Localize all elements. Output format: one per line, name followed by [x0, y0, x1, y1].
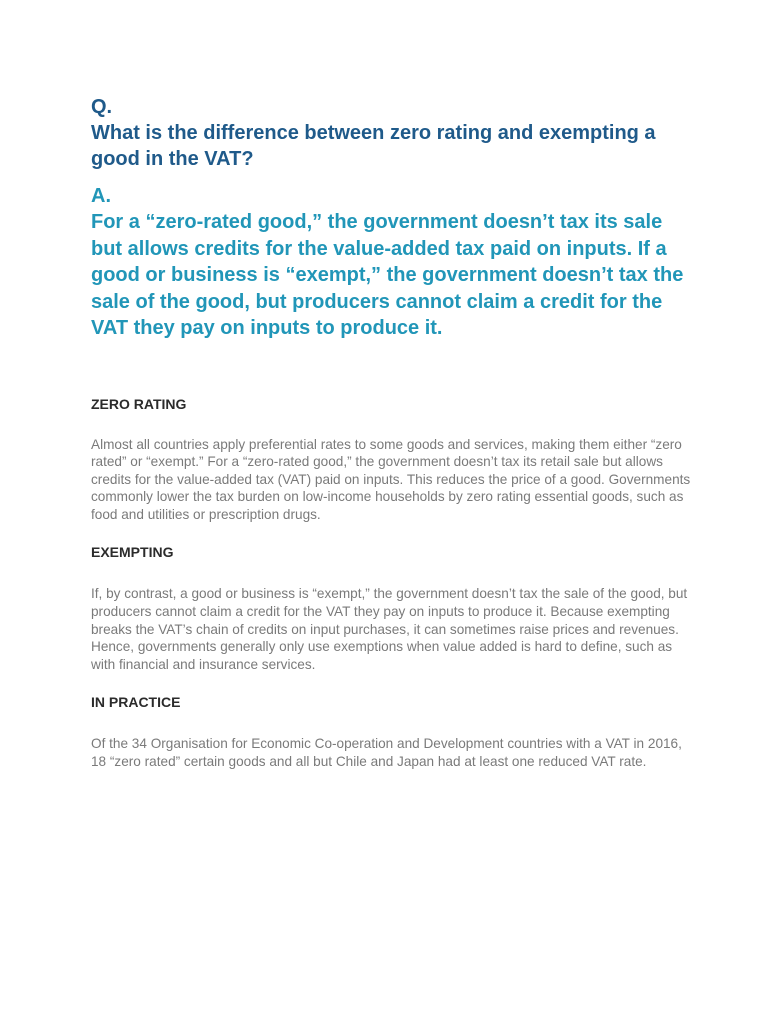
section-heading-in-practice: IN PRACTICE: [91, 694, 181, 711]
section-heading-zero-rating: ZERO RATING: [91, 395, 187, 412]
document-content: [91, 94, 691, 771]
answer-label: A.: [91, 185, 111, 207]
question-text: What is the difference between zero rating and exempting a good in the VAT?: [91, 122, 656, 170]
section-heading-exempting: EXEMPTING: [91, 544, 174, 561]
answer-text: For a “zero-rated good,” the government doesn’t tax its sale but allows credits for the value-added tax paid on inputs. If a good or business is “exempt,” the government doesn’t tax the sale of the good, but producers cannot claim a credit for the VAT they pay on inputs to produce it.: [91, 211, 684, 339]
question-label: Q.: [91, 96, 113, 118]
section-body-zero-rating: Almost all countries apply preferential rates to some goods and services, making them either “zero rated” or “exempt.” For a “zero-rated good,” the government doesn’t tax its retail sale but allows credits for the value-added tax (VAT) paid on inputs. This reduces the price of a good. Governments commonly lower the tax burden on low-income households by zero rating essential goods, such as food and utilities or prescription drugs.: [91, 436, 691, 522]
section-body-exempting: If, by contrast, a good or business is “exempt,” the government doesn’t tax the sale of the good, but producers cannot claim a credit for the VAT they pay on inputs to produce it. Because exempting breaks the VAT’s chain of credits on input purchases, it can sometimes raise prices and revenues. Hence, governments generally only use exemptions when value added is hard to define, such as with financial and insurance services.: [91, 586, 688, 672]
section-body-in-practice: Of the 34 Organisation for Economic Co-operation and Development countries with a VAT in 2016, 18 “zero rated” certain goods and all but Chile and Japan had at least one reduced VAT rate.: [91, 736, 682, 770]
